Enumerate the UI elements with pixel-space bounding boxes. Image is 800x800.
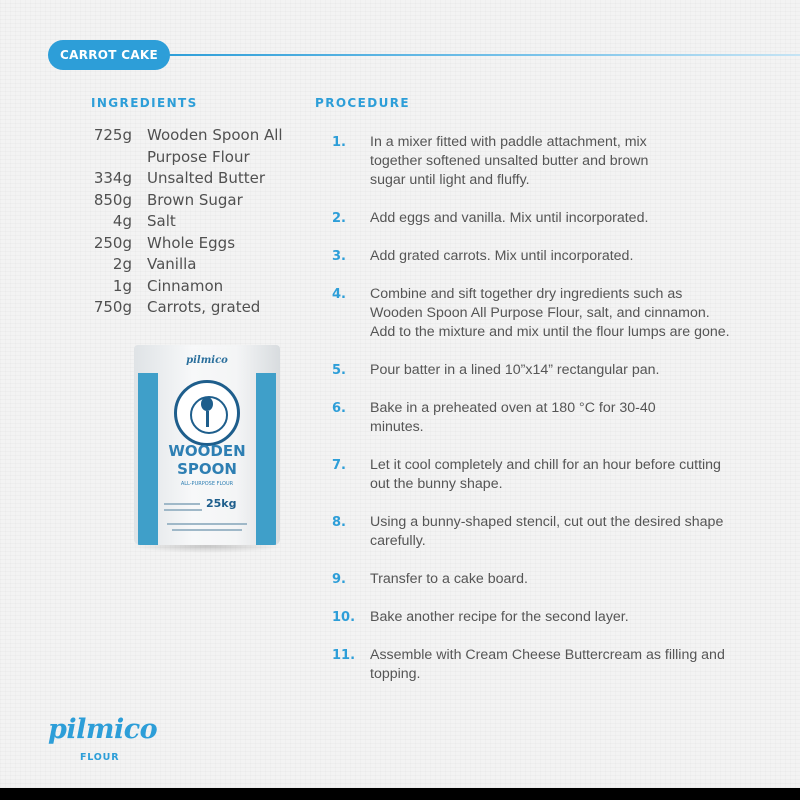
step-text: Combine and sift together dry ingredients such as Wooden Spoon All Purpose Flour, salt, and cinnamon. Add to the mixture and mix until the flour lumps are gone. — [370, 286, 730, 340]
ingredient-name: Unsalted Butter — [147, 169, 266, 187]
title-divider-line — [160, 54, 800, 56]
flour-bag-image — [134, 345, 280, 545]
spoon-icon — [201, 397, 213, 427]
ingredient-quantity: 250g — [93, 233, 132, 252]
ingredient-name: Vanilla — [147, 255, 197, 273]
procedure-step — [332, 361, 762, 380]
step-text: Transfer to a cake board. — [370, 571, 528, 587]
step-number: 3. — [332, 249, 346, 264]
step-text: Bake another recipe for the second layer. — [370, 609, 629, 625]
ingredient-item — [88, 211, 308, 233]
step-number: 10. — [332, 610, 356, 625]
step-number: 1. — [332, 135, 346, 150]
ingredient-quantity: 4g — [112, 212, 132, 230]
step-number: 9. — [332, 572, 346, 587]
bag-weight: 25kg — [206, 497, 237, 510]
step-text: Assemble with Cream Cheese Buttercream as filling and topping. — [370, 647, 725, 682]
step-text: In a mixer fitted with paddle attachment, mix together softened unsalted butter and brown sugar until light and fluffy. — [370, 134, 649, 188]
procedure-step — [332, 646, 762, 684]
step-number: 11. — [332, 648, 356, 663]
ingredient-quantity: 334g — [93, 169, 132, 187]
ingredient-quantity: 1g — [112, 276, 132, 295]
ingredient-item — [88, 125, 308, 168]
step-text: Add eggs and vanilla. Mix until incorporated. — [370, 210, 649, 226]
bag-fine-print — [172, 529, 242, 531]
ingredient-name: Cinnamon — [147, 276, 224, 295]
bag-subtitle: ALL-PURPOSE FLOUR — [180, 481, 234, 487]
procedure-heading: PROCEDURE — [315, 96, 410, 110]
brand-logo: pilmico — [48, 714, 158, 745]
ingredient-quantity: 750g — [93, 298, 132, 316]
ingredient-name: Whole Eggs — [147, 233, 236, 252]
ingredient-name: Brown Sugar — [147, 190, 243, 209]
step-text: Using a bunny-shaped stencil, cut out the desired shape carefully. — [370, 514, 724, 549]
bag-product-name — [134, 442, 280, 478]
ingredient-name: Wooden Spoon All Purpose Flour — [147, 126, 283, 166]
procedure-step — [332, 399, 762, 437]
bag-name-line1: WOODEN — [168, 442, 246, 460]
procedure-step — [332, 247, 762, 266]
bag-body — [134, 345, 280, 545]
ingredient-item — [88, 190, 308, 212]
brand-tagline: FLOUR — [80, 752, 120, 763]
procedure-step — [332, 570, 762, 589]
ingredients-list — [88, 125, 308, 319]
procedure-list — [332, 133, 762, 703]
ingredient-name: Carrots, grated — [147, 298, 261, 316]
recipe-title-badge: CARROT CAKE — [48, 40, 170, 70]
bag-logo-text: pilmico — [186, 355, 228, 366]
bag-fine-print — [164, 503, 200, 505]
bag-fine-print — [167, 523, 247, 525]
ingredients-heading: INGREDIENTS — [91, 96, 198, 110]
ingredient-item — [88, 297, 308, 319]
procedure-step — [332, 608, 762, 627]
step-text: Pour batter in a lined 10”x14” rectangular pan. — [370, 362, 660, 378]
ingredient-item — [88, 276, 308, 298]
procedure-step — [332, 209, 762, 228]
step-number: 4. — [332, 287, 346, 302]
step-number: 2. — [332, 211, 346, 226]
step-number: 5. — [332, 363, 346, 378]
step-text: Add grated carrots. Mix until incorporated. — [370, 248, 634, 264]
ingredient-item — [88, 168, 308, 190]
ingredient-quantity: 850g — [93, 190, 132, 209]
ingredient-name: Salt — [147, 212, 176, 230]
ingredient-quantity: 725g — [93, 126, 132, 144]
procedure-step — [332, 513, 762, 551]
step-number: 6. — [332, 401, 346, 416]
step-number: 7. — [332, 458, 346, 473]
step-number: 8. — [332, 515, 346, 530]
ingredient-item — [88, 254, 308, 276]
ingredient-quantity: 2g — [112, 255, 132, 273]
procedure-step — [332, 133, 762, 190]
step-text: Bake in a preheated oven at 180 °C for 30-40 minutes. — [370, 400, 656, 435]
step-text: Let it cool completely and chill for an hour before cutting out the bunny shape. — [370, 457, 721, 492]
procedure-step — [332, 456, 762, 494]
bag-fine-print — [164, 509, 202, 511]
ingredient-item — [88, 233, 308, 255]
procedure-step — [332, 285, 762, 342]
bag-name-line2: SPOON — [177, 460, 237, 478]
